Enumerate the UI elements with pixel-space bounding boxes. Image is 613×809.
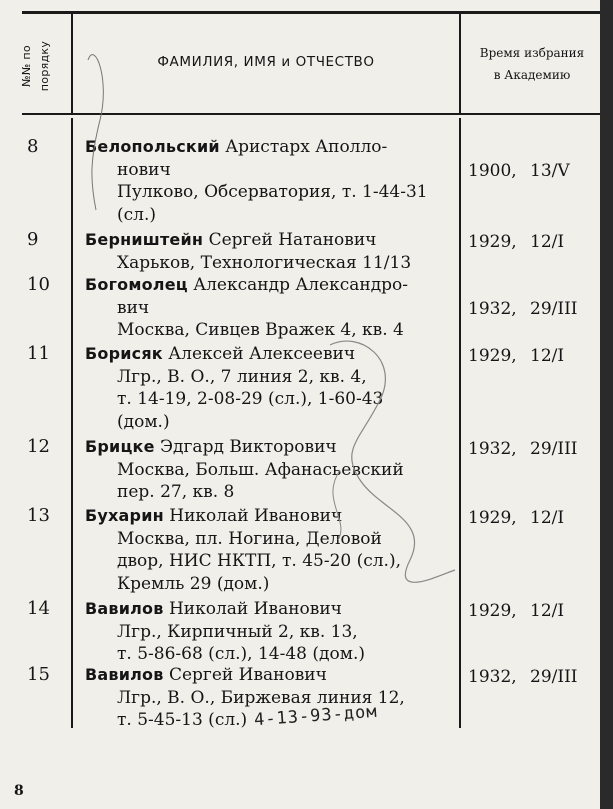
header-election-time: Время избрания в Академию xyxy=(479,46,585,82)
column-divider xyxy=(459,118,461,728)
election-date: 1932, 29/III xyxy=(468,667,578,687)
surname: Брицке xyxy=(85,437,155,456)
surname: Вавилов xyxy=(85,599,164,618)
entry-text: Белопольский Аристарх Аполло- нович Пулково, Обсерватория, т. 1-44-31 (сл.) xyxy=(85,137,428,225)
election-date: 1929, 12/I xyxy=(468,601,565,621)
election-date: 1932, 29/III xyxy=(468,439,578,459)
entry-number: 12 xyxy=(27,436,50,457)
handwritten-note: 4-13-93-дом xyxy=(253,701,379,731)
entry-number: 14 xyxy=(27,598,50,619)
column-divider xyxy=(71,118,73,728)
top-rule xyxy=(22,11,600,14)
entry-text: Берништейн Сергей Натанович Харьков, Технологическая 11/13 xyxy=(85,230,412,273)
surname: Берништейн xyxy=(85,230,204,249)
entry-text: Борисяк Алексей Алексеевич Лгр., В. О., 7 линия 2, кв. 4, т. 14-19, 2-08-29 (сл.), 1-60-43 (дом.) xyxy=(85,344,384,432)
header-number: №№ по порядку xyxy=(20,40,51,92)
entry-text: Вавилов Сергей Иванович Лгр., В. О., Биржевая линия 12, т. 5-45-13 (сл.) xyxy=(85,665,405,730)
election-date: 1929, 12/I xyxy=(468,346,565,366)
election-date: 1929, 12/I xyxy=(468,508,565,528)
surname: Бухарин xyxy=(85,506,164,525)
surname: Вавилов xyxy=(85,665,164,684)
entry-number: 11 xyxy=(27,343,50,364)
entry-number: 15 xyxy=(27,664,50,685)
entry-text: Бухарин Николай Иванович Москва, пл. Ногина, Деловой двор, НИС НКТП, т. 45-20 (сл.), Кремль 29 (дом.) xyxy=(85,506,401,594)
election-date: 1929, 12/I xyxy=(468,232,565,252)
surname: Белопольский xyxy=(85,137,220,156)
election-date: 1900, 13/V xyxy=(468,161,570,181)
header-name: ФАМИЛИЯ, ИМЯ и ОТЧЕСТВО xyxy=(157,54,375,70)
surname: Борисяк xyxy=(85,344,163,363)
entry-number: 10 xyxy=(27,274,50,295)
entry-number: 9 xyxy=(27,229,39,250)
entry-number: 13 xyxy=(27,505,50,526)
surname: Богомолец xyxy=(85,275,188,294)
entry-text: Брицке Эдгард Викторович Москва, Больш. Афанасьевский пер. 27, кв. 8 xyxy=(85,437,404,502)
header-rule xyxy=(22,113,600,115)
page-number: 8 xyxy=(14,783,24,799)
entry-text: Вавилов Николай Иванович Лгр., Кирпичный 2, кв. 13, т. 5-86-68 (сл.), 14-48 (дом.) xyxy=(85,599,365,664)
entry-text: Богомолец Александр Александро- вич Москва, Сивцев Вражек 4, кв. 4 xyxy=(85,275,409,340)
entry-number: 8 xyxy=(27,136,39,157)
election-date: 1932, 29/III xyxy=(468,299,578,319)
